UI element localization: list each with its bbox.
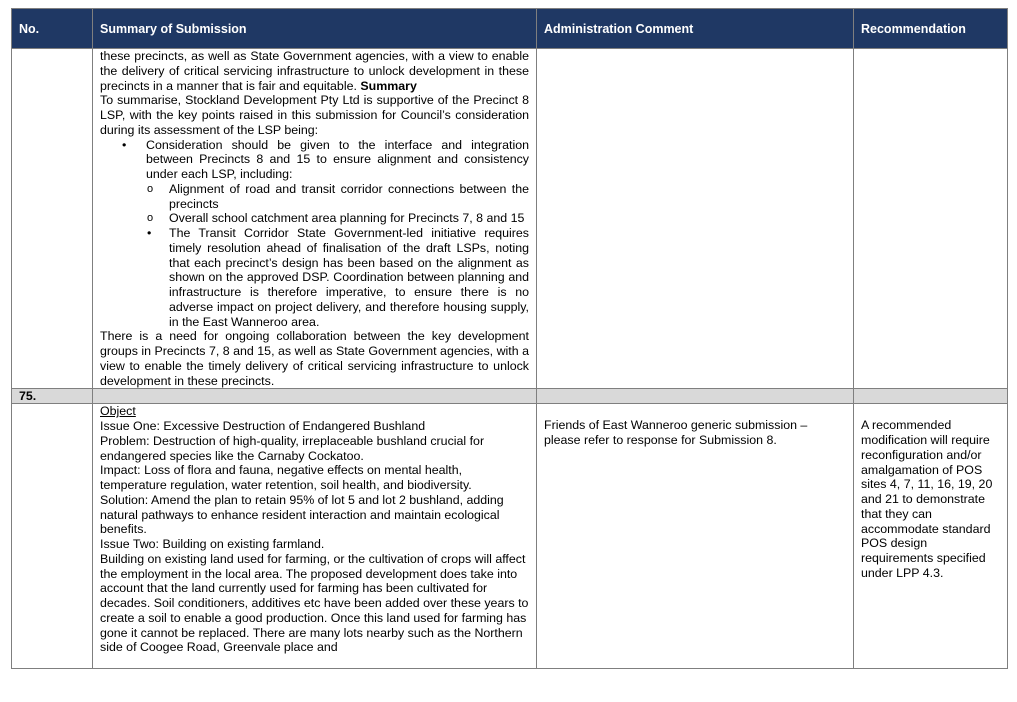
cell-admin-comment — [537, 49, 854, 389]
cell-summary — [93, 404, 537, 669]
summary-heading: Summary — [360, 78, 417, 93]
farmland-text: Building on existing land used for farming, or the cultivation of crops will affect the employment in the local area. The proposed development does take into account that the land currently used for farming has been cultivated for decades. Soil conditioners, additives etc have been added over these years to create a soil to enable a good production. Once this land used for farming has gone it cannot be replaced. There are many lots nearby such as the Northern side of Coogee Road, Greenvale place and — [100, 551, 529, 655]
cell-recommendation — [854, 404, 1008, 669]
summary-paragraph: these precincts, as well as State Government agencies, with a view to enable the delivery of critical servicing infrastructure to unlock development in these precincts in a manner that is fair and equitable. Summary — [100, 49, 529, 93]
submission-number: 75. — [12, 389, 93, 404]
table-row-number — [12, 389, 1008, 404]
table-row — [12, 49, 1008, 389]
list-item: • Consideration should be given to the interface and integration between Precincts 8 and 15 to ensure alignment and consistency under each LSP, including: — [122, 137, 529, 181]
header-admin-comment: Administration Comment — [537, 9, 854, 49]
cell-no — [12, 404, 93, 669]
table-header-row — [12, 9, 1008, 49]
header-recommendation: Recommendation — [854, 9, 1008, 49]
cell-recommendation — [854, 49, 1008, 389]
cell-admin-comment — [537, 404, 854, 669]
admin-comment-text: Friends of East Wanneroo generic submission – please refer to response for Submission 8. — [544, 418, 808, 447]
bullet-icon: • — [147, 226, 152, 240]
header-no: No. — [12, 9, 93, 49]
object-label: Object — [100, 404, 136, 419]
circle-bullet-icon: o — [147, 212, 154, 225]
solution-text: Solution: Amend the plan to retain 95% of lot 5 and lot 2 bushland, adding natural pathways to enhance resident interaction and maintain ecological benefits. — [100, 492, 504, 537]
submissions-table — [11, 8, 1008, 669]
impact-text: Impact: Loss of flora and fauna, negative effects on mental health, temperature regulation, water retention, soil health, and biodiversity. — [100, 463, 472, 492]
circle-bullet-icon: o — [147, 182, 154, 195]
cell-no — [12, 49, 93, 389]
table-row — [12, 404, 1008, 669]
recommendation-text: A recommended modification will require reconfiguration and/or amalgamation of POS sites 4, 7, 11, 16, 19, 20 and 21 to demonstrate that they can accommodate standard POS design requirements specified under LPP 4.3. — [861, 418, 993, 580]
issue-two: Issue Two: Building on existing farmland. — [100, 537, 325, 551]
summary-paragraph: There is a need for ongoing collaboration between the key development groups in Precincts 7, 8 and 15, as well as State Government agencies, with a view to enable the timely delivery of critical servicing infrastructure to unlock development in these precincts. — [100, 329, 529, 388]
cell-summary — [93, 49, 537, 389]
list-item: o Alignment of road and transit corridor connections between the precincts — [147, 181, 529, 211]
list-item: o Overall school catchment area planning for Precincts 7, 8 and 15 — [147, 211, 525, 226]
issue-one: Issue One: Excessive Destruction of Endangered Bushland — [100, 419, 426, 433]
summary-paragraph: To summarise, Stockland Development Pty Ltd is supportive of the Precinct 8 LSP, with the key points raised in this submission for Council’s consideration during its assessment of the LSP being: — [100, 93, 529, 137]
list-item: • The Transit Corridor State Government-led initiative requires timely resolution ahead of finalisation of the draft LSPs, noting that each precinct’s design has been based on the alignment as shown on the approved DSP. Coordination between planning and infrastructure is therefore imperative, to ensure there is no adverse impact on project delivery, and therefore housing supply, in the East Wanneroo area. — [147, 226, 529, 329]
header-summary: Summary of Submission — [93, 9, 537, 49]
problem-text: Problem: Destruction of high-quality, irreplaceable bushland crucial for endangered species like the Carnaby Cockatoo. — [100, 433, 485, 463]
key-points-list — [100, 138, 529, 330]
bullet-icon: • — [122, 137, 127, 152]
